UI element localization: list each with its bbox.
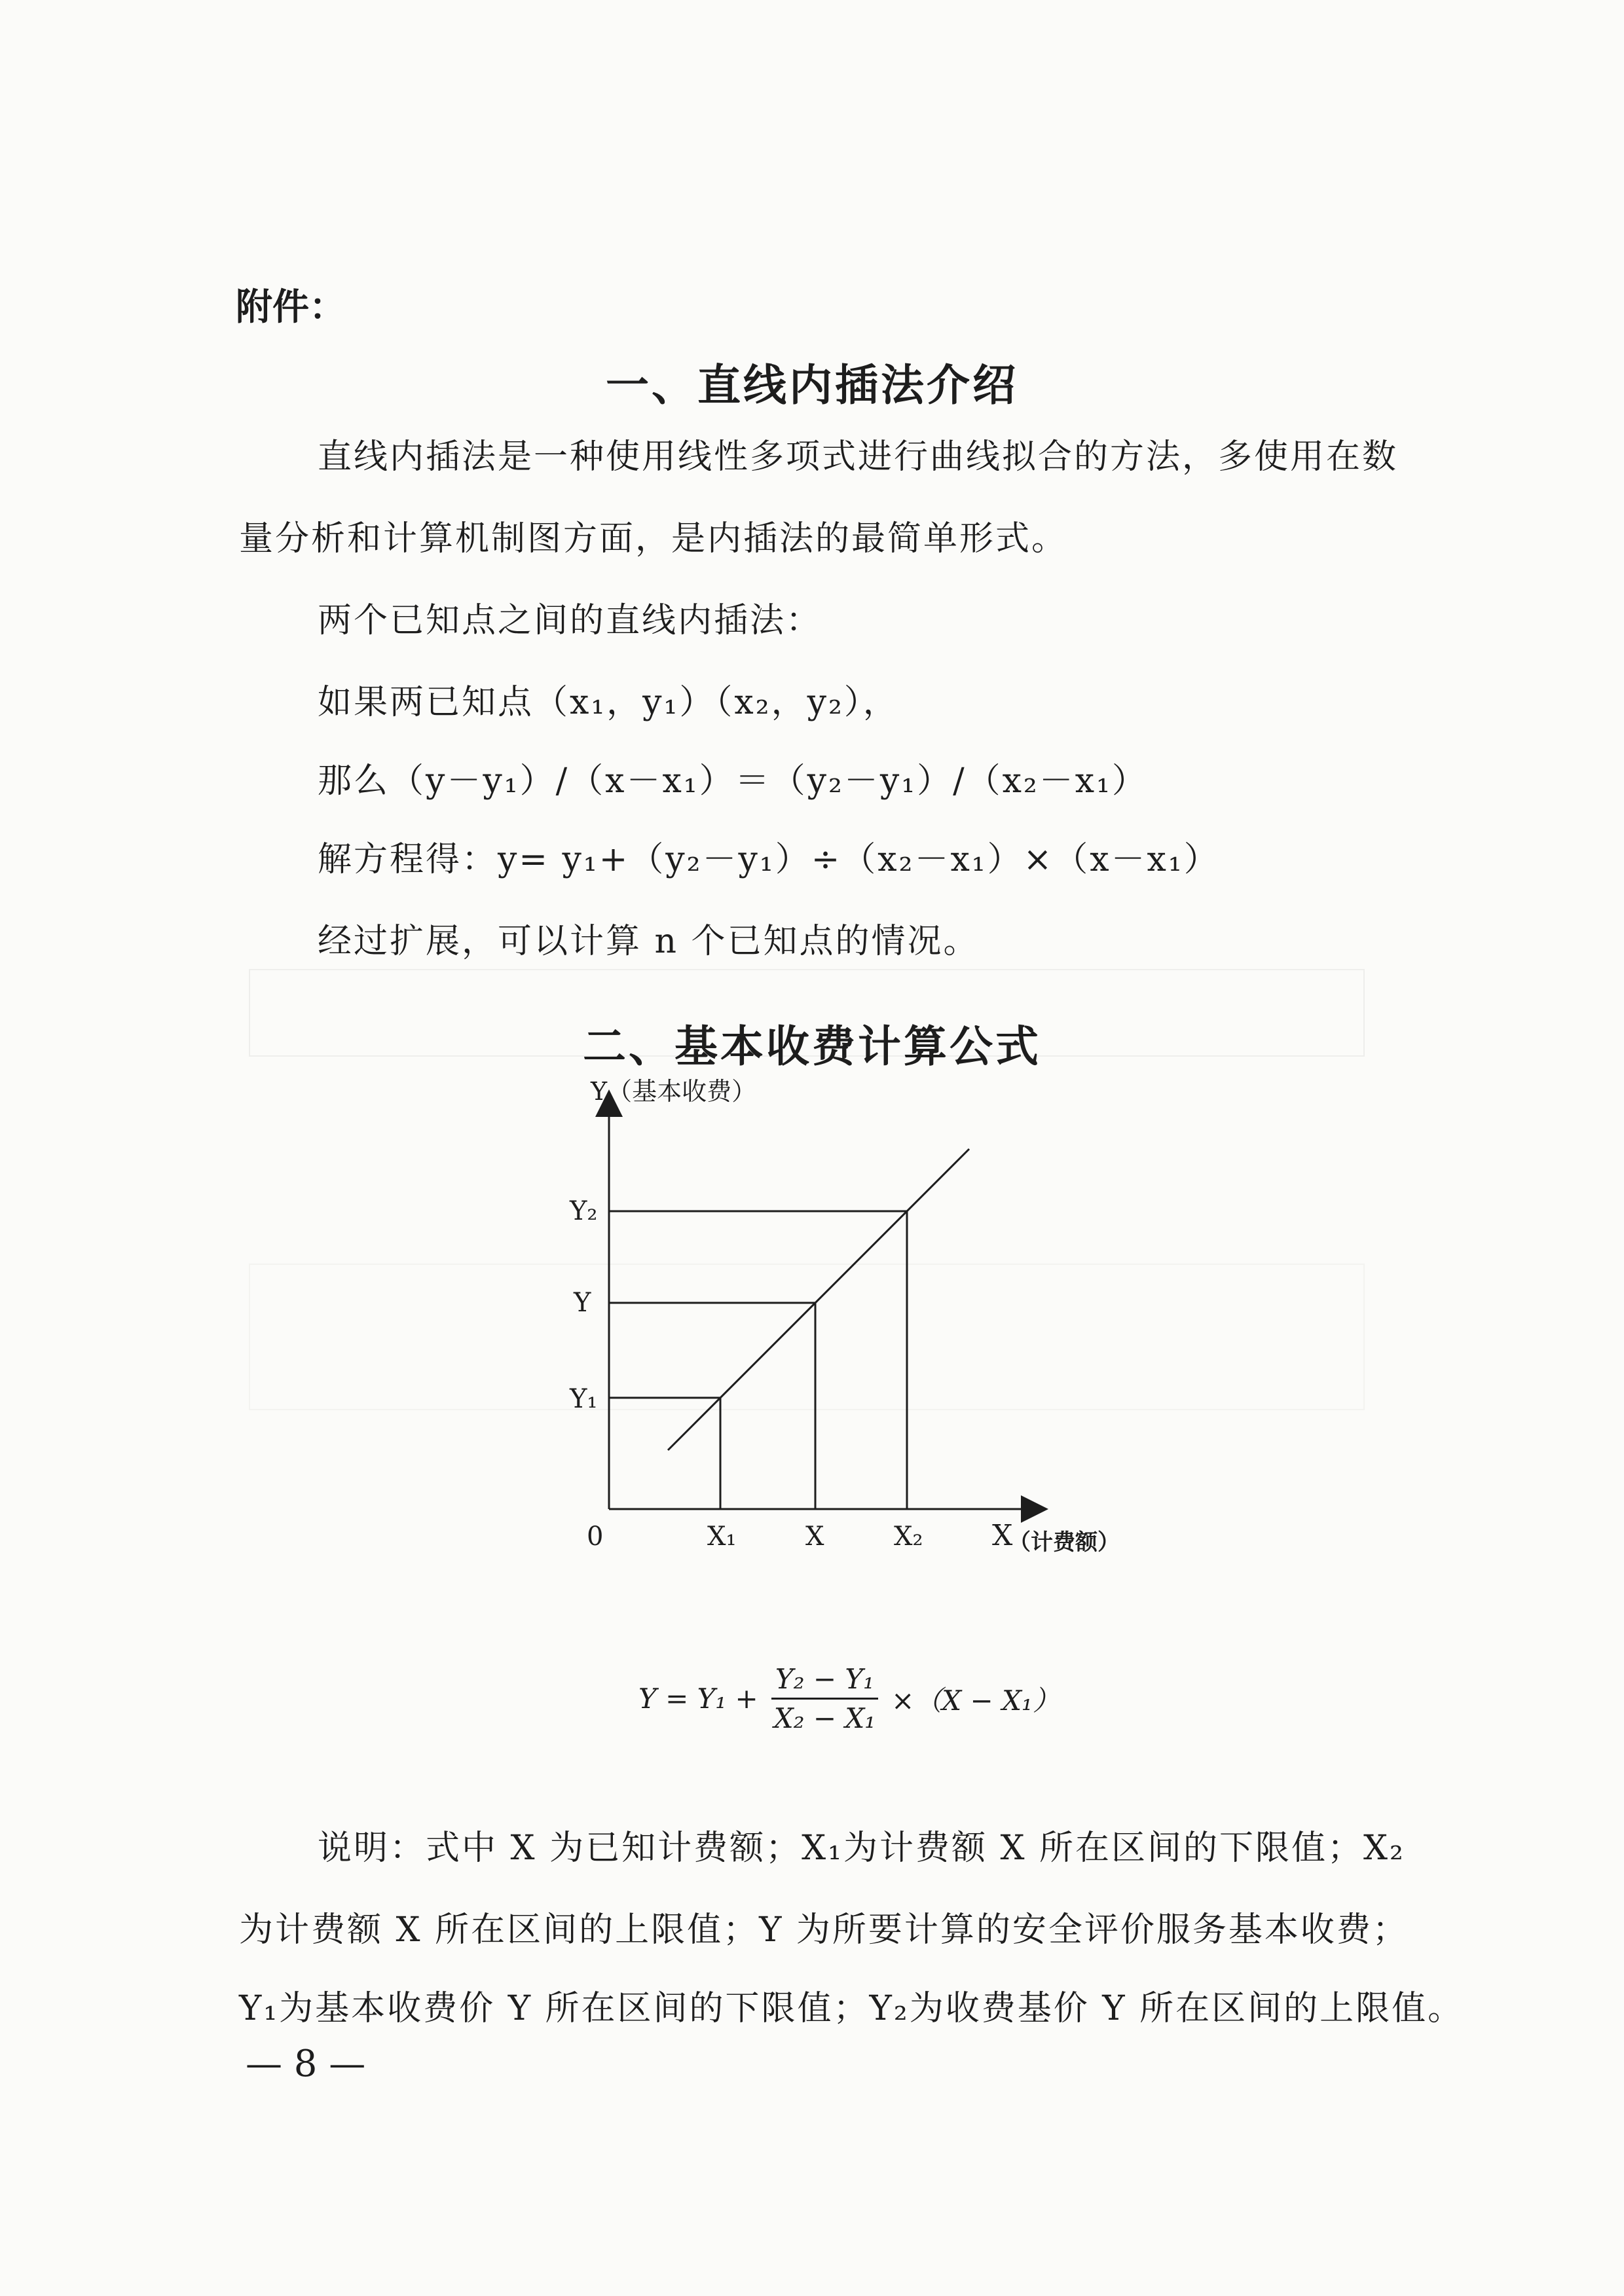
interpolation-diagram bbox=[563, 1077, 1153, 1561]
interpolation-formula bbox=[638, 1663, 1060, 1734]
section-2-title: 二、基本收费计算公式 bbox=[583, 1021, 1041, 1072]
interpolation-line bbox=[668, 1149, 969, 1450]
note-line: 说明：式中 X 为已知计费额；X₁为计费额 X 所在区间的下限值；X₂ bbox=[318, 1829, 1405, 1868]
subheading-two-point-interpolation: 两个已知点之间的直线内插法： bbox=[318, 601, 822, 640]
known-points-line: 如果两已知点（x₁，y₁）（x₂，y₂）， bbox=[318, 683, 899, 722]
origin-label: 0 bbox=[587, 1522, 604, 1552]
solution-line: 解方程得：y= y₁+（y₂－y₁）÷（x₂－x₁）×（x－x₁） bbox=[318, 840, 1220, 879]
formula-lhs: Y = Y₁ + bbox=[638, 1683, 758, 1715]
page-number: — 8 — bbox=[246, 2043, 366, 2085]
y2-label: Y₂ bbox=[570, 1196, 598, 1226]
paragraph-line: 量分析和计算机制图方面，是内插法的最简单形式。 bbox=[239, 519, 1068, 558]
y1-label: Y₁ bbox=[570, 1384, 598, 1414]
note-line: 为计费额 X 所在区间的上限值；Y 为所要计算的安全评价服务基本收费； bbox=[239, 1910, 1409, 1950]
formula-fraction bbox=[770, 1663, 879, 1734]
formula-rhs: ×（X − X₁） bbox=[891, 1684, 1060, 1717]
attachment-label: 附件： bbox=[236, 285, 346, 329]
note-line: Y₁为基本收费价 Y 所在区间的下限值；Y₂为收费基价 Y 所在区间的上限值。 bbox=[239, 1989, 1464, 2028]
section-1-title: 一、直线内插法介绍 bbox=[606, 359, 1018, 410]
y-label: Y bbox=[574, 1288, 591, 1318]
paragraph-line: 直线内插法是一种使用线性多项式进行曲线拟合的方法，多使用在数 bbox=[318, 437, 1399, 477]
extension-line: 经过扩展，可以计算 n 个已知点的情况。 bbox=[318, 922, 980, 961]
slope-relation-line: 那么（y－y₁）/（x－x₁）＝（y₂－y₁）/（x₂－x₁） bbox=[318, 761, 1148, 801]
y-axis-label: Y（基本收费） bbox=[591, 1077, 757, 1106]
x-axis-letter: X bbox=[992, 1519, 1013, 1552]
x1-label: X₁ bbox=[707, 1522, 737, 1552]
x-label: X bbox=[805, 1522, 824, 1552]
x-axis-unit: （计费额） bbox=[1008, 1529, 1120, 1556]
interpolation-diagram-svg bbox=[563, 1077, 1153, 1561]
formula-numerator: Y₂ − Y₁ bbox=[771, 1663, 878, 1700]
x2-label: X₂ bbox=[894, 1522, 923, 1552]
formula-denominator: X₂ − X₁ bbox=[773, 1702, 876, 1734]
